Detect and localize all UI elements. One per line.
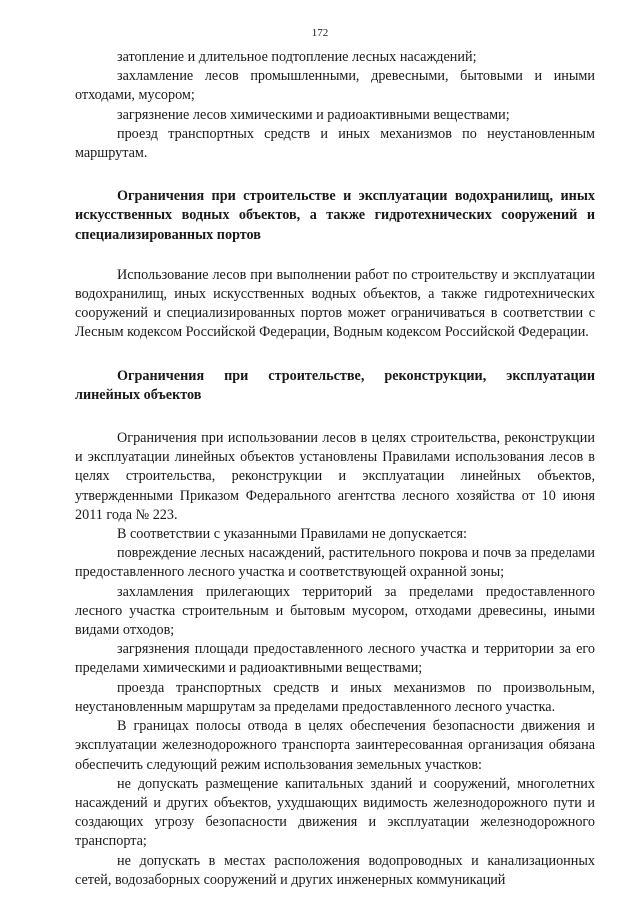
- section-heading: Ограничения при строительстве и эксплуатации водохранилищ, иных искусственных водных объектов, а также гидротехнических сооружений и специализированных портов: [75, 188, 595, 243]
- paragraph: Использование лесов при выполнении работ по строительству и эксплуатации водохранилищ, иных искусственных водных объектов, а также гидротехнических сооружений и специализированных портов может ограничиваться в соответствии с Лесным кодексом Российской Федерации, Водным кодексом Российской Федерации.: [75, 266, 595, 341]
- paragraph: загрязнения площади предоставленного лесного участка и территории за его пределами химическими и радиоактивными веществами;: [75, 641, 595, 677]
- paragraph: затопление и длительное подтопление лесных насаждений;: [117, 49, 477, 65]
- section-heading: Ограничения при строительстве, реконструкции, эксплуатации линейных объектов: [75, 367, 595, 403]
- paragraph: не допускать размещение капитальных зданий и сооружений, многолетних насаждений и других объектов, ухудшающих видимость железнодорожного пути и создающих угрозу безопасности движения и эксплуатации железнодорожного транспорта;: [75, 775, 595, 850]
- paragraph: не допускать в местах расположения водопроводных и канализационных сетей, водозаборных сооружений и других инженерных коммуникаций: [75, 852, 595, 888]
- paragraph: Ограничения при использовании лесов в целях строительства, реконструкции и эксплуатации линейных объектов установлены Правилами использования лесов в целях строительства, реконструкции и эксплуатации линейных объектов, утвержденными Приказом Федерального агентства лесного хозяйства от 10 июня 2011 года № 223.: [75, 430, 595, 523]
- paragraph: повреждение лесных насаждений, растительного покрова и почв за пределами предоставленного лесного участка и соответствующей охранной зоны;: [75, 545, 595, 581]
- page-number: 172: [311, 27, 329, 39]
- paragraph: В границах полосы отвода в целях обеспечения безопасности движения и эксплуатации железнодорожного транспорта заинтересованная организация обязана обеспечить следующий режим использования земельных участков:: [75, 718, 595, 773]
- paragraph: захламления прилегающих территорий за пределами предоставленного лесного участка строительным и бытовым мусором, отходами древесины, иными видами отходов;: [75, 583, 595, 639]
- paragraph: захламление лесов промышленными, древесными, бытовыми и иными отходами, мусором;: [75, 68, 595, 104]
- paragraph: проезда транспортных средств и иных механизмов по произвольным, неустановленным маршрутам за пределами предоставленного лесного участка.: [75, 679, 595, 715]
- paragraph: проезд транспортных средств и иных механизмов по неустановленным маршрутам.: [75, 125, 595, 162]
- paragraph: В соответствии с указанными Правилами не допускается:: [117, 526, 467, 543]
- document-body: [75, 48, 595, 890]
- paragraph: загрязнение лесов химическими и радиоактивными веществами;: [117, 106, 510, 123]
